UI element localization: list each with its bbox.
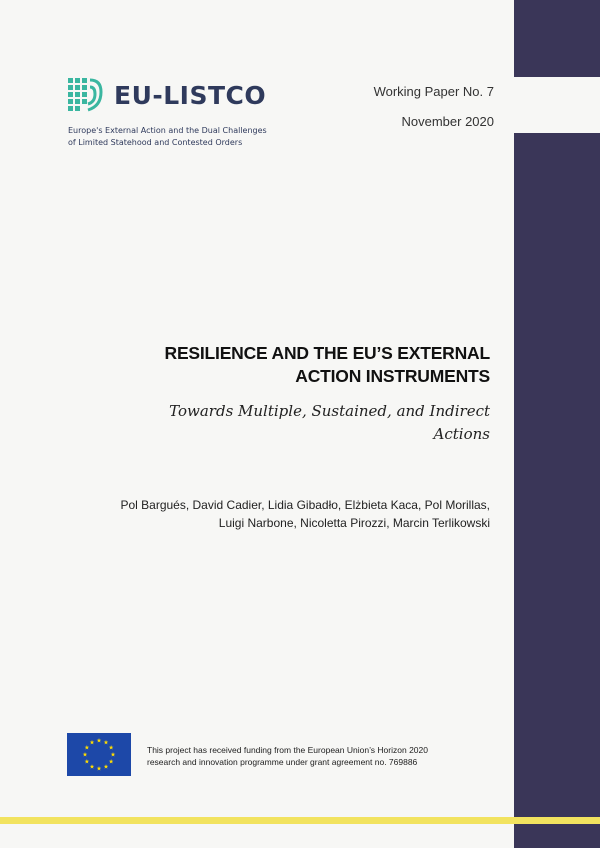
sidebar-top-block xyxy=(514,0,600,77)
funding-line: This project has received funding from the European Union’s Horizon 2020 xyxy=(147,745,428,755)
funding-acknowledgement xyxy=(147,744,428,768)
author-list xyxy=(120,496,490,532)
bottom-accent-rule xyxy=(0,817,600,824)
paper-meta xyxy=(374,84,494,130)
subtitle-line: Towards Multiple, Sustained, and Indirect xyxy=(169,402,490,420)
eu-listco-logo-mark-icon xyxy=(68,76,104,114)
title-line: ACTION INSTRUMENTS xyxy=(295,366,490,386)
working-paper-number: Working Paper No. 7 xyxy=(373,84,494,99)
logo-tagline-line: of Limited Statehood and Contested Orders xyxy=(68,138,243,147)
author-line: Pol Bargués, David Cadier, Lidia Gibadło, Elżbieta Kaca, Pol Morillas, xyxy=(120,498,490,512)
eu-flag-icon xyxy=(67,733,131,776)
publication-date: November 2020 xyxy=(401,114,494,129)
logo-tagline-line: Europe's External Action and the Dual Challenges xyxy=(68,126,267,135)
logo xyxy=(68,76,348,116)
author-line: Luigi Narbone, Nicoletta Pirozzi, Marcin Terlikowski xyxy=(218,516,490,530)
subtitle-line: Actions xyxy=(433,425,490,443)
logo-tagline xyxy=(68,125,267,149)
title-line: RESILIENCE AND THE EU’S EXTERNAL xyxy=(164,343,490,363)
document-subtitle xyxy=(169,400,490,446)
document-title xyxy=(165,342,491,388)
logo-wordmark: EU-LISTCO xyxy=(114,81,267,110)
funding-line: research and innovation programme under grant agreement no. 769886 xyxy=(147,757,418,767)
sidebar-bottom-block xyxy=(514,133,600,848)
